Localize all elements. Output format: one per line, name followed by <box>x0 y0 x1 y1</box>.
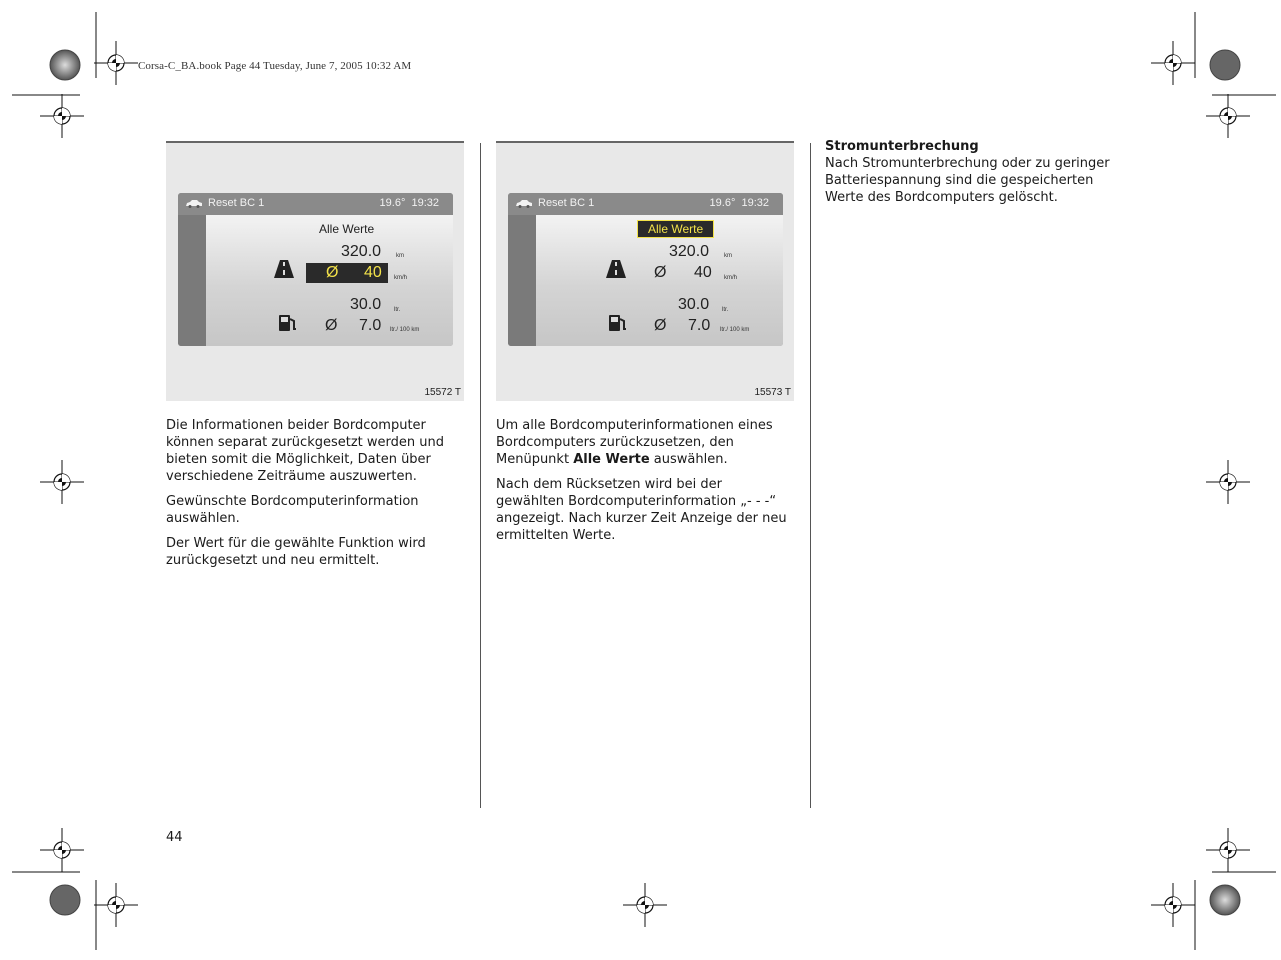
distance-unit: km <box>396 253 404 259</box>
avg-speed-unit: km/h <box>394 275 408 281</box>
car-icon <box>185 199 203 208</box>
paragraph: Die Informationen beider Bordcomputer können separat zurückgesetzt werden und bieten somit die Möglichkeit, Daten über verschiedene Zeiträume auszuwerten. <box>166 418 444 484</box>
column-2-text <box>496 417 794 552</box>
figure-15573 <box>496 141 794 401</box>
distance-value: 320.0 <box>669 243 710 260</box>
display-screen <box>508 193 783 346</box>
display-sidebar <box>508 215 536 346</box>
column-divider-1 <box>480 143 481 808</box>
page-number: 44 <box>166 830 183 845</box>
paragraph: Der Wert für die gewählte Funktion wird zurückgesetzt und neu ermittelt. <box>166 536 426 568</box>
print-header: Corsa-C_BA.book Page 44 Tuesday, June 7, 2005 10:32 AM <box>138 60 412 72</box>
menu-label-selected: Alle Werte <box>638 221 713 237</box>
display-sidebar <box>178 215 206 346</box>
column-divider-2 <box>810 143 811 808</box>
paragraph <box>496 417 794 468</box>
paragraph: Nach dem Rücksetzen wird bei der gewählten Bordcomputerinformation „- - -“ angezeigt. Nach kurzer Zeit Anzeige der neu ermittelten Werte. <box>496 477 787 543</box>
avg-speed-value: 40 <box>694 264 712 281</box>
avg-speed-value: 40 <box>364 264 382 281</box>
paragraph: Gewünschte Bordcomputerinformation auswählen. <box>166 494 419 526</box>
menu-label: Alle Werte <box>319 222 375 236</box>
text-run: auswählen. <box>649 452 728 467</box>
avg-consumption-symbol: Ø <box>325 317 338 334</box>
road-icon <box>274 260 294 278</box>
display-title: Reset BC 1 <box>538 197 595 209</box>
fuel-pump-icon <box>608 313 628 333</box>
display-status: 19.6° 19:32 <box>709 197 769 209</box>
distance-unit: km <box>724 253 732 259</box>
avg-consumption-value: 7.0 <box>359 317 382 334</box>
display-screen <box>178 193 453 346</box>
avg-speed-unit: km/h <box>724 275 738 281</box>
display-status: 19.6° 19:32 <box>379 197 439 209</box>
car-icon <box>515 199 533 208</box>
fuel-pump-icon <box>278 313 298 333</box>
fuel-value: 30.0 <box>678 296 710 313</box>
display-top-bar <box>508 193 783 215</box>
display-content <box>206 215 453 346</box>
avg-consumption-value: 7.0 <box>688 317 711 334</box>
figure-number: 15573 T <box>754 387 791 398</box>
menu-item-reference: Alle Werte <box>573 452 650 467</box>
road-icon <box>606 260 626 278</box>
fuel-unit: ltr. <box>394 307 401 313</box>
display-content <box>536 215 783 346</box>
figure-number: 15572 T <box>424 387 461 398</box>
section-heading: Stromunterbrechung <box>825 139 979 154</box>
fuel-value: 30.0 <box>350 296 382 313</box>
column-3-text <box>825 138 1125 214</box>
text-run: Um alle Bordcomputerinformationen eines Bordcomputers zurückzusetzen, den Menüpunkt <box>496 418 773 467</box>
display-top-bar <box>178 193 453 215</box>
column-1-text <box>166 417 464 577</box>
figure-15572 <box>166 141 464 401</box>
paragraph: Nach Stromunterbrechung oder zu geringer Batteriespannung sind die gespeicherten Werte des Bordcomputers gelöscht. <box>825 156 1110 205</box>
fuel-unit: ltr. <box>722 307 729 313</box>
avg-speed-symbol: Ø <box>326 264 339 281</box>
avg-consumption-unit: ltr./ 100 km <box>720 327 750 333</box>
display-title: Reset BC 1 <box>208 197 265 209</box>
distance-value: 320.0 <box>341 243 382 260</box>
avg-consumption-unit: ltr./ 100 km <box>390 327 420 333</box>
avg-consumption-symbol: Ø <box>654 317 667 334</box>
avg-speed-symbol: Ø <box>654 264 667 281</box>
